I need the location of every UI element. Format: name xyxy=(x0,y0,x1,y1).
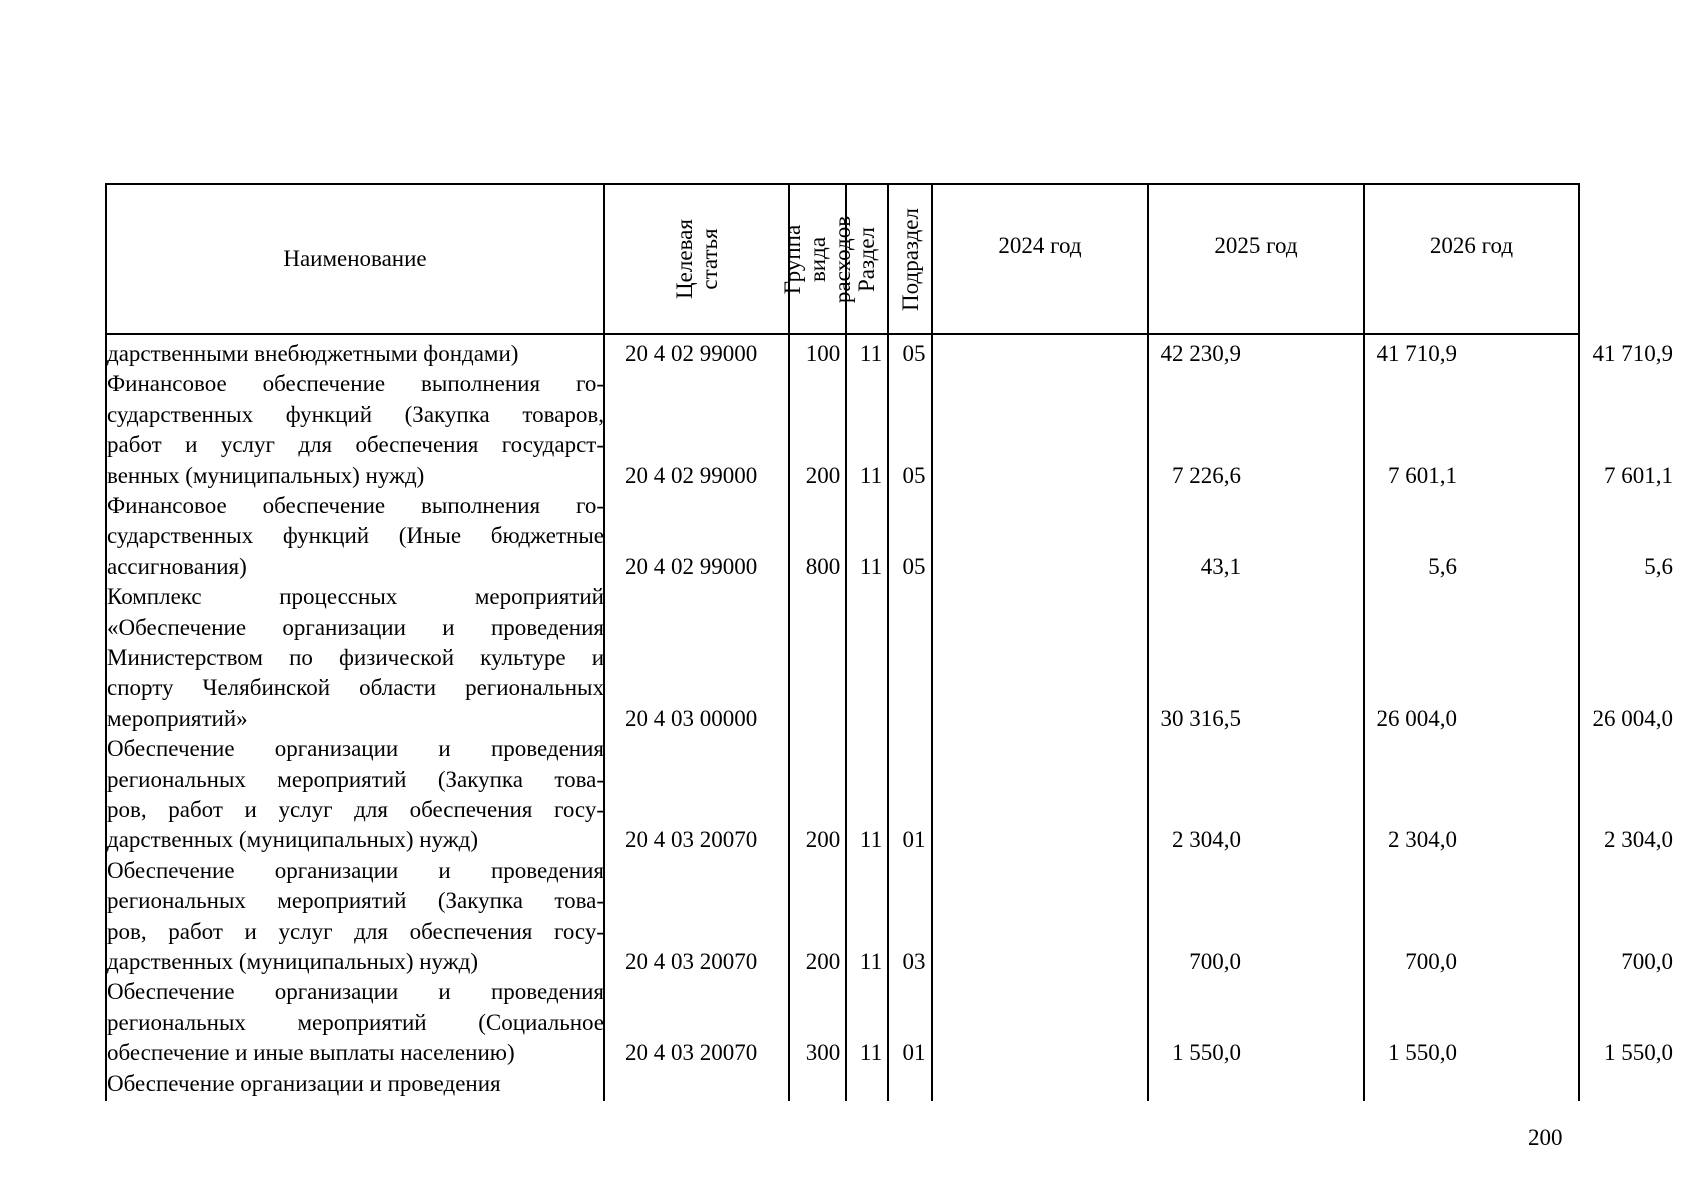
row-name-line: Обеспечение организации и проведения xyxy=(107,979,604,1005)
row-section: 11 xyxy=(859,462,883,488)
row-section: 11 xyxy=(859,948,883,974)
row-name-line: Финансовое обеспечение выполнения го- xyxy=(107,371,604,397)
row-name-line: работ и услуг для обеспечения государст- xyxy=(107,432,604,458)
row-name xyxy=(107,734,604,856)
row-name-line: дарственных (муниципальных) нужд) xyxy=(107,949,478,975)
row-name xyxy=(107,1069,604,1099)
row-value-2024: 30 316,5 xyxy=(1160,705,1241,731)
row-value-2024: 42 230,9 xyxy=(1160,340,1241,366)
row-name-line: региональных мероприятий (Закупка това- xyxy=(107,888,604,914)
header-target-article xyxy=(603,183,790,335)
header-expense-group xyxy=(780,183,856,335)
row-name-line: региональных мероприятий (Закупка това- xyxy=(107,766,604,792)
row-value-2026: 5,6 xyxy=(1644,553,1673,579)
row-name-line: сударственных функций (Закупка товаров, xyxy=(107,401,604,427)
row-name-line: сударственных функций (Иные бюджетные xyxy=(107,523,604,549)
header-year-2025 xyxy=(1147,183,1365,335)
header-subsection xyxy=(887,183,933,335)
row-target-article: 20 4 03 00000 xyxy=(625,705,758,731)
row-expense-group: 800 xyxy=(805,553,841,579)
row-expense-group: 200 xyxy=(805,462,841,488)
row-value-2024: 7 226,6 xyxy=(1172,462,1241,488)
row-name-line: обеспечение и иные выплаты населению) xyxy=(107,1040,515,1066)
row-value-2025: 41 710,9 xyxy=(1376,340,1457,366)
row-name-line: Министерством по физической культуре и xyxy=(107,645,604,670)
row-name xyxy=(107,856,604,978)
row-subsection: 03 xyxy=(902,948,926,974)
header-name xyxy=(105,183,605,335)
row-target-article: 20 4 03 20070 xyxy=(625,948,758,974)
table-row xyxy=(105,856,1673,978)
row-subsection: 05 xyxy=(902,340,926,366)
row-name xyxy=(107,491,604,582)
row-value-2026: 700,0 xyxy=(1621,948,1673,974)
table-row xyxy=(105,369,1673,491)
row-value-2026: 7 601,1 xyxy=(1604,462,1673,488)
row-name xyxy=(107,977,604,1068)
row-value-2025: 7 601,1 xyxy=(1388,462,1457,488)
row-value-2024: 1 550,0 xyxy=(1172,1040,1241,1066)
row-name-line: Обеспечение организации и проведения xyxy=(107,736,604,762)
row-name xyxy=(107,369,604,491)
row-name-line: дарственных (муниципальных) нужд) xyxy=(107,827,478,853)
row-expense-group: 100 xyxy=(805,340,841,366)
table-row xyxy=(105,491,1673,582)
header-year-2026-label: 2026 год xyxy=(1429,233,1514,258)
row-name xyxy=(107,582,604,734)
row-value-2026: 1 550,0 xyxy=(1604,1040,1673,1066)
row-name-line: спорту Челябинской области региональных xyxy=(107,675,604,701)
row-name-line: «Обеспечение организации и проведения xyxy=(107,614,604,640)
header-expense-group-label: Группа вида расходов xyxy=(780,215,856,303)
row-value-2024: 700,0 xyxy=(1189,948,1241,974)
row-expense-group: 200 xyxy=(805,948,841,974)
table-row xyxy=(105,977,1673,1068)
row-value-2024: 2 304,0 xyxy=(1172,827,1241,853)
header-year-2026 xyxy=(1363,183,1580,335)
row-value-2024: 43,1 xyxy=(1200,553,1241,579)
row-value-2025: 26 004,0 xyxy=(1376,705,1457,731)
row-name-line: Обеспечение организации и проведения xyxy=(107,1070,501,1096)
row-section: 11 xyxy=(859,553,883,579)
row-expense-group: 200 xyxy=(805,827,841,853)
row-name-line: региональных мероприятий (Социальное xyxy=(107,1009,604,1035)
row-name-line: Обеспечение организации и проведения xyxy=(107,857,604,883)
row-name xyxy=(107,339,604,369)
row-value-2026: 41 710,9 xyxy=(1592,340,1673,366)
row-target-article: 20 4 02 99000 xyxy=(625,340,758,366)
header-name-label: Наименование xyxy=(283,246,427,271)
row-value-2025: 5,6 xyxy=(1428,553,1457,579)
row-value-2026: 26 004,0 xyxy=(1592,705,1673,731)
row-section: 11 xyxy=(859,340,883,366)
row-subsection: 01 xyxy=(902,827,926,853)
row-subsection: 01 xyxy=(902,1040,926,1066)
budget-table xyxy=(105,183,1673,1101)
row-target-article: 20 4 02 99000 xyxy=(625,553,758,579)
row-value-2025: 2 304,0 xyxy=(1388,827,1457,853)
row-name-line: ассигнования) xyxy=(107,553,247,579)
row-name-line: Финансовое обеспечение выполнения го- xyxy=(107,493,604,518)
row-name-line: мероприятий» xyxy=(107,705,248,731)
table-row xyxy=(105,582,1673,734)
row-value-2025: 700,0 xyxy=(1405,948,1457,974)
header-year-2025-label: 2025 год xyxy=(1214,233,1298,258)
header-target-article-label: Целевая статья xyxy=(671,219,722,299)
row-section: 11 xyxy=(859,827,883,853)
table-row xyxy=(105,339,1673,369)
row-name-line: венных (муниципальных) нужд) xyxy=(107,462,425,488)
header-section xyxy=(845,183,889,335)
row-target-article: 20 4 03 20070 xyxy=(625,827,758,853)
header-section-label: Раздел xyxy=(854,226,880,292)
table-row xyxy=(105,734,1673,856)
row-name-line: ров, работ и услуг для обеспечения госу- xyxy=(107,918,604,944)
row-target-article: 20 4 02 99000 xyxy=(625,462,758,488)
row-subsection: 05 xyxy=(902,462,926,488)
table-row xyxy=(105,1069,1580,1099)
header-subsection-label: Подраздел xyxy=(897,207,923,311)
row-name-line: ров, работ и услуг для обеспечения госу- xyxy=(107,797,604,822)
header-year-2024-label: 2024 год xyxy=(998,233,1082,258)
row-section: 11 xyxy=(859,1040,883,1066)
row-subsection: 05 xyxy=(902,553,926,579)
row-target-article: 20 4 03 20070 xyxy=(625,1040,758,1066)
row-name-line: дарственными внебюджетными фондами) xyxy=(107,341,519,366)
page-number: 200 xyxy=(1528,1125,1563,1150)
row-name-line: Комплекс процессных мероприятий xyxy=(107,584,604,610)
row-value-2026: 2 304,0 xyxy=(1604,827,1673,853)
header-year-2024 xyxy=(931,183,1149,335)
row-expense-group: 300 xyxy=(805,1040,841,1066)
row-value-2025: 1 550,0 xyxy=(1388,1040,1457,1066)
